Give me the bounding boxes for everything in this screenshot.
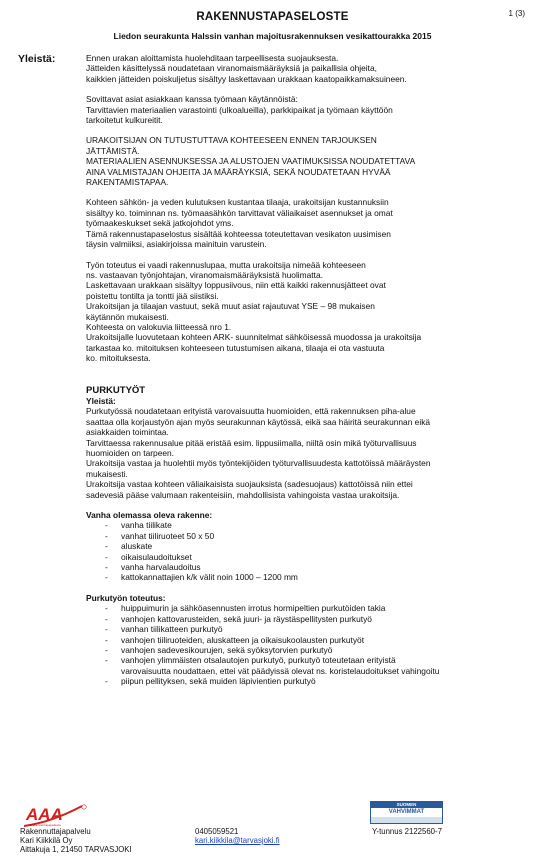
purkutyot-subheading: Yleistä: xyxy=(86,395,116,406)
list-item: - vanhojen tiiliruoteiden, aluskatteen ja oikaisukoolausten purkutyöt xyxy=(86,635,526,645)
logo-caption: Rakennuttajapalvelu xyxy=(30,823,61,827)
list-item: - huippuimurin ja sähköasennusten irrotus hormipeltien purkutöiden takia xyxy=(86,603,526,613)
page-number: 1 (3) xyxy=(508,9,525,18)
list-item: - vanha harvalaudoitus xyxy=(86,562,526,572)
existing-structure-heading: Vanha olemassa oleva rakenne: xyxy=(86,510,213,521)
document-title: RAKENNUSTAPASELOSTE xyxy=(196,11,349,23)
list-item: - vanhojen kattovarusteiden, sekä juuri- ja räystäspellitysten purkutyö xyxy=(86,614,526,624)
list-item: - vanhojen ylimmäisten otsalautojen purkutyö, purkutyö toteutetaan erityistä varovaisuutta noudattaen, ettei vät päädyissä olevat ns. koristelaudoitukset vahingoitu xyxy=(86,655,526,676)
section-label-yleista: Yleistä: xyxy=(18,53,56,65)
badge-mid-text: VAHVIMMAT xyxy=(388,809,425,815)
business-id: Y-tunnus 2122560-7 xyxy=(372,827,442,836)
demolition-heading: Purkutyön toteutus: xyxy=(86,592,166,603)
purkutyot-heading: PURKUTYÖT xyxy=(86,384,146,396)
list-item: - vanha tiilikate xyxy=(86,520,526,530)
paragraph-2: Sovittavat asiat asiakkaan kanssa työmaan käytännöistä: Tarvittavien materiaalien varastointi (ulkoalueilla), parkkipaikat ja työmaan käyttöön tarkoitetut kulkureitit. xyxy=(86,94,393,126)
existing-structure-list xyxy=(86,520,526,582)
badge-top-text: SUOMEN xyxy=(371,802,442,808)
email-link[interactable]: kari.kiikkila@tarvasjoki.fi xyxy=(195,836,280,845)
document-body xyxy=(86,53,526,687)
paragraph-4: Kohteen sähkön- ja veden kulutuksen kustantaa tilaaja, urakoitsijan kustannuksiin sisältyy ko. toiminnan ns. työmaasähkön tarvittavat väliaikaiset asennukset ja omat työmaakeskukset sekä jatkojohdot yms. Tämä rakennustapaselostus sisältää kohteessa toteutettavan vesikaton uusimisen täysin valmiiksi, asiakirjoissa mainituin varustein. xyxy=(86,197,393,250)
logo-text: AAA xyxy=(26,805,63,824)
list-item: - vanhat tiiliruoteet 50 x 50 xyxy=(86,531,526,541)
badge-bottom-band xyxy=(371,817,442,823)
company-info: Rakennuttajapalvelu Kari Kiikkilä Oy Aittakuja 1, 21450 TARVASJOKI xyxy=(20,827,132,854)
paragraph-5: Työn toteutus ei vaadi rakennuslupaa, mutta urakoitsija nimeää kohteeseen ns. vastaavan työnjohtajan, viranomaismääräyksistä huolimatta. Laskettavaan urakkaan sisältyy loppusiivous, niin että kaikki rakennusjätteet ovat poistettu tontilta ja tontti jää siistiksi. Urakoitsijan ja tilaajan vastuut, sekä muut asiat rajautuvat YSE – 98 mukaisen käytännön mukaisesti. Kohteesta on valokuvia liitteessä nro 1. Urakoitsijalle luovutetaan kohteen ARK- suunnitelmat sähköisessä muodossa ja urakoitsija tarkastaa ko. mitoituksen kohteeseen tutustumisen aikana, tilaaja ei ota vastuuta ko. mitoituksesta. xyxy=(86,259,422,364)
purkutyot-general-text: Purkutyössä noudatetaan erityistä varovaisuutta huomioiden, että rakennuksen piha-alue saattaa olla korjaustyön ajan myös seurakunnan käytössä, eikä saa häiritä seurakunnan eikä asiakkaiden toimintaa. Tarvittaessa rakennusalue pitää eristää esim. lippusiimalla, niiltä osin mikä työturvallisuus huomioiden on tarpeen. Urakoitsija vastaa ja huolehtii myös työntekijöiden työturvallisuudesta kattotöissä määräysten mukaisesti. Urakoitsija vastaa kohteen väliaikaisista suojauksista (sadesuojaus) kattotöissä niin ettei sadevesiä pääse valumaan rakenteisiin, mahdollisista vahingoista vastaa urakoitsija. xyxy=(86,406,431,500)
list-item: - vanhan tiilikatteen purkutyö xyxy=(86,624,526,634)
list-item: - aluskate xyxy=(86,541,526,551)
list-item: - vanhojen sadevesikourujen, sekä syöksytorvien purkutyö xyxy=(86,645,526,655)
quality-badge xyxy=(370,801,443,824)
list-item: - oikaisulaudoitukset xyxy=(86,552,526,562)
paragraph-1: Ennen urakan aloittamista huolehditaan tarpeellisesta suojauksesta. Jätteiden käsittelyssä noudatetaan viranomaismääräyksiä ja paikallisia ohjeita, kaikkien jätteiden poiskuljetus sisältyy laskettavaan urakkaan kaatopaikkamaksuineen. xyxy=(86,53,407,84)
demolition-list xyxy=(86,603,526,686)
contact-info xyxy=(195,827,280,845)
list-item: - piipun pellityksen, sekä muiden läpivientien purkutyö xyxy=(86,676,526,686)
phone-number: 0405059521 xyxy=(195,827,239,836)
paragraph-3-caps: URAKOITSIJAN ON TUTUSTUTTAVA KOHTEESEEN ENNEN TARJOUKSEN JÄTTÄMISTÄ. MATERIAALIEN ASENNUKSESSA JA ALUSTOJEN VAATIMUKSISSA NOUDATETTAVA AINA VALMISTAJAN OHJEITA JA MÄÄRÄYKSIÄ, SEKÄ NOUDATETAAN HYVÄÄ RAKENTAMISTAPAA. xyxy=(86,135,416,188)
list-item: - kattokannattajien k/k välit noin 1000 – 1200 mm xyxy=(86,572,526,582)
page-footer xyxy=(0,800,545,864)
document-subtitle: Liedon seurakunta Halssin vanhan majoitusrakennuksen vesikattourakka 2015 xyxy=(113,31,432,41)
